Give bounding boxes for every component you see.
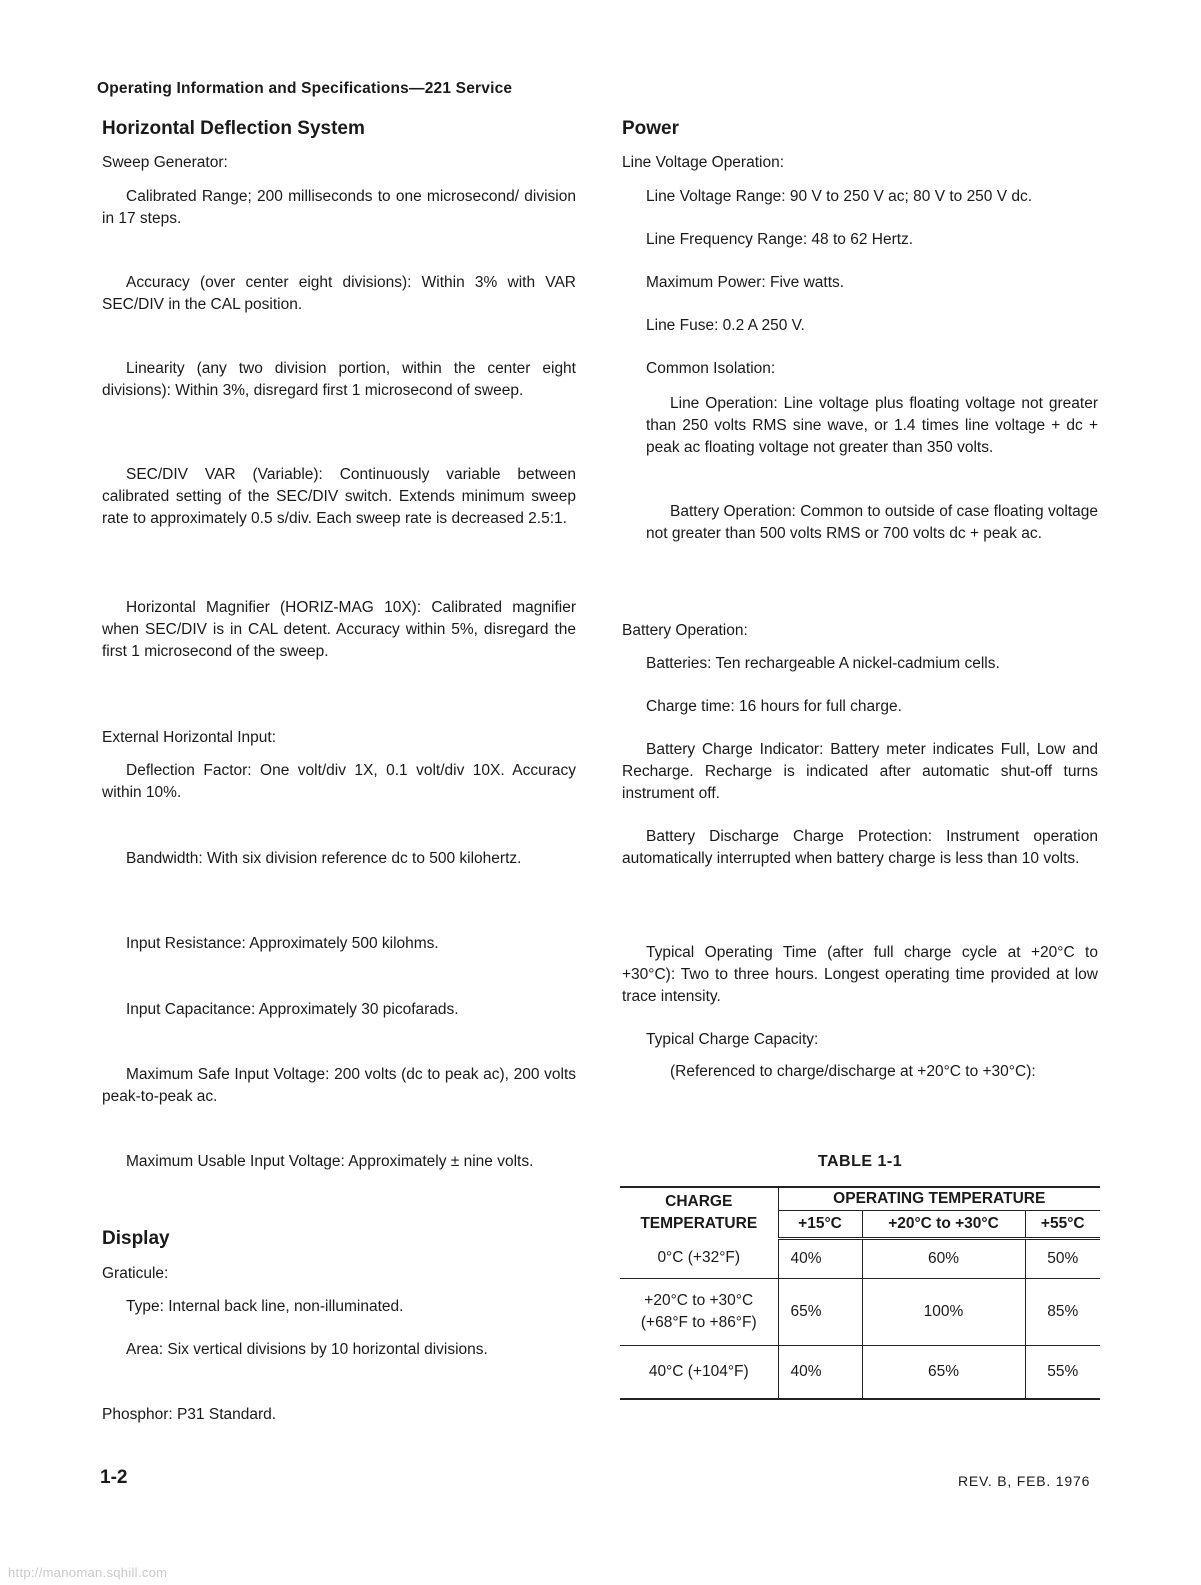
table-title: TABLE 1-1 xyxy=(817,1153,903,1170)
cell-charge-temp: 40°C (+104°F) xyxy=(620,1346,778,1400)
battery-discharge-protection-spec: Battery Discharge Charge Protection: Instrument operation automatically interrupted when battery charge is less than 10 volts. xyxy=(622,828,1098,867)
accuracy-spec: Accuracy (over center eight divisions): Within 3% with VAR SEC/DIV in the CAL position. xyxy=(102,274,576,313)
watermark-url: http://manoman.sqhill.com xyxy=(8,1565,168,1580)
cell-55c: 55% xyxy=(1025,1346,1100,1400)
line-operation-spec: Line Operation: Line voltage plus floating voltage not greater than 250 volts RMS sine wave, or 1.4 times line voltage + dc + peak ac floating voltage not greater than 350 volts. xyxy=(646,395,1098,456)
max-usable-input-spec: Maximum Usable Input Voltage: Approximately ± nine volts. xyxy=(126,1153,534,1170)
line-fuse-spec: Line Fuse: 0.2 A 250 V. xyxy=(646,317,805,334)
cell-15c: 65% xyxy=(778,1279,862,1346)
batteries-spec: Batteries: Ten rechargeable A nickel-cadmium cells. xyxy=(646,655,1000,672)
header-col-55c: +55°C xyxy=(1025,1211,1100,1239)
cell-20-30c: 60% xyxy=(862,1239,1025,1279)
header-col-20-30c: +20°C to +30°C xyxy=(862,1211,1025,1239)
maximum-power-spec: Maximum Power: Five watts. xyxy=(646,274,845,291)
calibrated-range-spec: Calibrated Range; 200 milliseconds to one microsecond/ division in 17 steps. xyxy=(102,188,576,227)
cell-charge-temp-line1: +20°C to +30°C xyxy=(644,1292,754,1309)
page-header: Operating Information and Specifications—221 Service xyxy=(97,80,513,97)
common-isolation-label: Common Isolation: xyxy=(646,360,776,377)
section-title-power: Power xyxy=(622,118,680,139)
cell-55c: 85% xyxy=(1025,1279,1100,1346)
sec-div-var-spec: SEC/DIV VAR (Variable): Continuously variable between calibrated setting of the SEC/DIV switch. Extends minimum sweep rate to approximately 0.5 s/div. Each sweep rate is decreased 2.5:1. xyxy=(102,466,576,527)
referenced-conditions-text: (Referenced to charge/discharge at +20°C to +30°C): xyxy=(670,1063,1036,1080)
header-charge-line2: TEMPERATURE xyxy=(640,1215,758,1233)
input-resistance-spec: Input Resistance: Approximately 500 kilohms. xyxy=(126,935,439,952)
line-voltage-range-spec: Line Voltage Range: 90 V to 250 V ac; 80 V to 250 V dc. xyxy=(646,188,1033,205)
line-frequency-range-spec: Line Frequency Range: 48 to 62 Hertz. xyxy=(646,231,914,248)
table-header-row xyxy=(620,1187,1100,1211)
header-charge-line1: CHARGE xyxy=(665,1193,733,1211)
battery-operation-isolation-spec: Battery Operation: Common to outside of case floating voltage not greater than 500 volts RMS or 700 volts dc + peak ac. xyxy=(646,503,1098,542)
cell-20-30c: 100% xyxy=(862,1279,1025,1346)
sweep-generator-label: Sweep Generator: xyxy=(102,154,228,171)
battery-charge-indicator-spec: Battery Charge Indicator: Battery meter indicates Full, Low and Recharge. Recharge is indicated after automatic shut-off turns instrument off. xyxy=(622,741,1098,802)
section-title-display: Display xyxy=(102,1228,170,1249)
cell-20-30c: 65% xyxy=(862,1346,1025,1400)
graticule-area-spec: Area: Six vertical divisions by 10 horizontal divisions. xyxy=(126,1341,488,1358)
cell-charge-temp xyxy=(620,1279,778,1346)
line-voltage-operation-label: Line Voltage Operation: xyxy=(622,154,785,171)
input-capacitance-spec: Input Capacitance: Approximately 30 picofarads. xyxy=(126,1001,459,1018)
charge-time-spec: Charge time: 16 hours for full charge. xyxy=(646,698,902,715)
table-row xyxy=(620,1279,1100,1346)
header-col-15c: +15°C xyxy=(778,1211,862,1239)
revision-note: REV. B, FEB. 1976 xyxy=(958,1473,1091,1489)
page-number: 1-2 xyxy=(100,1467,128,1488)
cell-55c: 50% xyxy=(1025,1239,1100,1279)
horizontal-magnifier-spec: Horizontal Magnifier (HORIZ-MAG 10X): Calibrated magnifier when SEC/DIV is in CAL detent. Accuracy within 5%, disregard the first 1 microsecond of the sweep. xyxy=(102,599,576,660)
battery-operation-label: Battery Operation: xyxy=(622,622,748,639)
cell-charge-temp: 0°C (+32°F) xyxy=(620,1239,778,1279)
graticule-label: Graticule: xyxy=(102,1265,169,1282)
cell-charge-temp-line2: (+68°F to +86°F) xyxy=(640,1314,757,1331)
section-title-horizontal-deflection: Horizontal Deflection System xyxy=(102,118,365,139)
deflection-factor-spec: Deflection Factor: One volt/div 1X, 0.1 volt/div 10X. Accuracy within 10%. xyxy=(102,762,576,801)
linearity-spec: Linearity (any two division portion, within the center eight divisions): Within 3%, disregard first 1 microsecond of sweep. xyxy=(102,360,576,399)
charge-capacity-table xyxy=(620,1186,1100,1400)
bandwidth-spec: Bandwidth: With six division reference dc to 500 kilohertz. xyxy=(126,850,522,867)
max-safe-input-spec: Maximum Safe Input Voltage: 200 volts (dc to peak ac), 200 volts peak-to-peak ac. xyxy=(102,1066,576,1105)
typical-operating-time-spec: Typical Operating Time (after full charge cycle at +20°C to +30°C): Two to three hours. Longest operating time provided at low trace intensity. xyxy=(622,944,1098,1005)
header-operating-temperature: OPERATING TEMPERATURE xyxy=(778,1187,1100,1211)
graticule-type-spec: Type: Internal back line, non-illuminated. xyxy=(126,1298,404,1315)
table-row xyxy=(620,1346,1100,1400)
phosphor-spec: Phosphor: P31 Standard. xyxy=(102,1406,277,1423)
header-charge-temperature xyxy=(620,1187,778,1239)
external-horizontal-input-label: External Horizontal Input: xyxy=(102,729,277,746)
cell-15c: 40% xyxy=(778,1346,862,1400)
table-row xyxy=(620,1239,1100,1279)
cell-15c: 40% xyxy=(778,1239,862,1279)
typical-charge-capacity-label: Typical Charge Capacity: xyxy=(646,1031,819,1048)
